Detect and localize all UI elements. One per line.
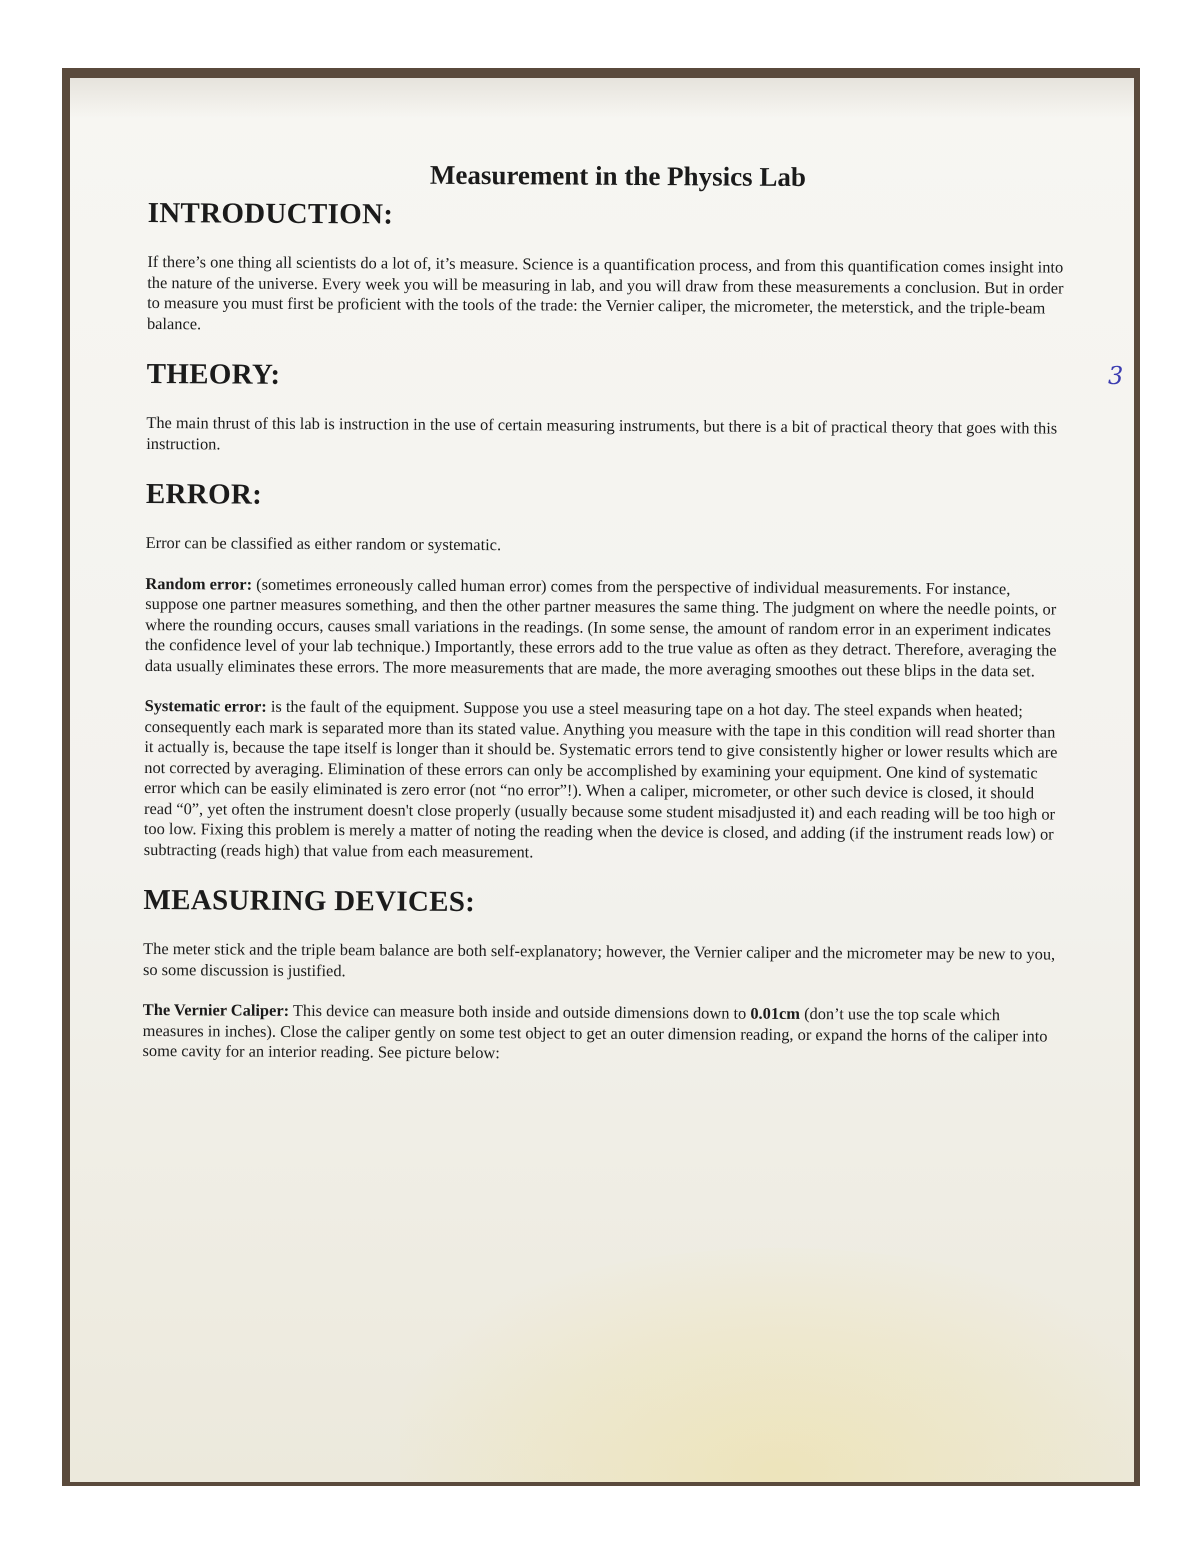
introduction-text: If there’s one thing all scientists do a lot of, it’s measure. Science is a quantification process, and from this quantification comes insight into the nature of the universe. Every week you will be measuring in lab, and you will draw from these measurements a conclusion. But in order to measure you must first be proficient with the tools of the trade: the Vernier caliper, the micrometer, the meterstick, and the triple-beam balance. — [146, 251, 1064, 333]
section-measuring-devices — [142, 884, 1063, 1067]
systematic-error-label: Systematic error: — [144, 695, 267, 716]
systematic-error-paragraph — [144, 696, 1065, 866]
random-error-label: Random error: — [145, 573, 253, 594]
random-error-text: (sometimes erroneously called human error) comes from the perspective of individual measurements. For instance, suppose one partner measures something, and then the other partner measures the same thing. The judgment on where the needle points, or where the rounding occurs, causes small variations in the readings. (In some sense, the amount of random error in an experiment indicates the confidence level of your lab technique.) Importantly, these errors add to the true value as often as they detract. Therefore, averaging the data usually eliminates these errors. The more measurements that are made, the more averaging smoothes out these blips in the data set. — [144, 574, 1057, 680]
theory-text: The main thrust of this lab is instruction in the use of certain measuring instruments, but there is a bit of practical theory that goes with this instruction. — [146, 412, 1058, 453]
vernier-caliper-paragraph — [142, 1000, 1062, 1067]
introduction-heading: INTRODUCTION: — [147, 196, 394, 231]
section-introduction — [147, 197, 1068, 340]
measuring-devices-heading: MEASURING DEVICES: — [143, 883, 476, 919]
vernier-precision-value: 0.01cm — [750, 1003, 801, 1023]
page-title: Measurement in the Physics Lab — [429, 159, 806, 193]
error-intro: Error can be classified as either random or systematic. — [145, 532, 502, 555]
document-content — [142, 158, 1068, 1091]
vernier-text-b: (don’t use the top scale which measures in inches). Close the caliper gently on some test object to get an outer dimension reading, or expand the horns of the caliper into some cavity for an interior reading. See picture below: — [142, 1003, 1048, 1063]
handwritten-page-number: 3 — [1108, 362, 1124, 390]
vernier-text-a: This device can measure both inside and outside dimensions down to — [289, 1000, 751, 1023]
theory-heading: THEORY: — [146, 357, 281, 391]
light-shadow — [400, 1248, 1134, 1482]
systematic-error-text: is the fault of the equipment. Suppose you use a steel measuring tape on a hot day. The steel expands when heated; consequently each mark is separated more than its stated value. Anything you measure with the tape in this condition will read shorter than it actually is, because the tape itself is longer than it should be. Systematic errors tend to give consistently higher or lower results which are not corrected by averaging. Elimination of these errors can only be accomplished by examining your equipment. One kind of systematic error which can be easily eliminated is zero error (not “no error”!). When a caliper, micrometer, or other such device is closed, it should read “0”, yet often the instrument doesn't close properly (usually because some student misadjusted it) and each reading will be too high or too low. Fixing this problem is merely a matter of noting the reading when the device is closed, and adding (if the instrument reads low) or subtracting (reads high) that value from each measurement. — [143, 696, 1058, 861]
section-error — [144, 478, 1066, 866]
random-error-paragraph — [145, 573, 1066, 681]
section-theory — [146, 358, 1067, 460]
error-heading: ERROR: — [145, 477, 263, 511]
vernier-caliper-label: The Vernier Caliper: — [142, 999, 290, 1020]
measuring-devices-intro: The meter stick and the triple beam balance are both self-explanatory; however, the Vernier caliper and the micrometer may be new to you, so some discussion is justified. — [142, 938, 1056, 980]
